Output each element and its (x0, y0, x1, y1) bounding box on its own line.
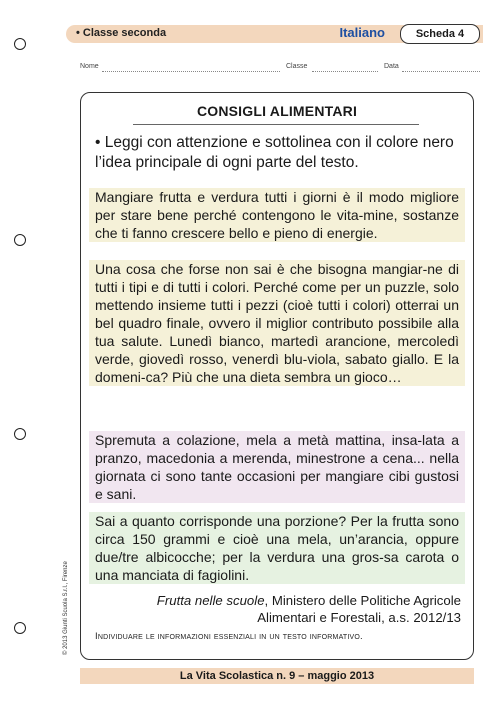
class-label: Classe (286, 63, 308, 70)
class-line[interactable] (312, 71, 378, 72)
worksheet-number: Scheda 4 (400, 24, 480, 44)
worksheet-title: CONSIGLI ALIMENTARI (196, 103, 358, 119)
title-underline (133, 124, 419, 125)
binder-hole-2 (14, 234, 26, 246)
binder-hole-3 (14, 428, 26, 440)
paragraph-2: Una cosa che forse non sai è che bisogna mangiar-ne di tutti i tipi e di tutti i colori. Perché come per un puzzle, solo mettendo insieme tutti i pezzi (cioè tutti i colori) otterrai un bel quadro finale, ovvero il miglior contributo possibile alla tua salute. Lunedì bianco, martedì arancione, mercoledì verde, giovedì rosso, venerdì blu-viola, sabato giallo. E la domeni-ca? Più che una dieta sembra un gioco… (89, 260, 465, 386)
paragraph-4: Sai a quanto corrisponde una porzione? Per la frutta sono circa 150 grammi e cioè una mela, un’arancia, oppure due/tre albicocche; per la verdura una gros-sa carota o una manciata di fagiolini. (89, 512, 465, 584)
name-label: Nome (80, 63, 99, 70)
subject-title: Italiano (339, 25, 385, 40)
class-level: • Classe seconda (76, 27, 167, 39)
binder-hole-4 (14, 622, 26, 634)
source-citation (121, 592, 461, 626)
paragraph-1: Mangiare frutta e verdura tutti i giorni è il modo migliore per stare bene perché contengono le vita-mine, sostanze che ti fanno crescere bello e pieno di energie. (89, 188, 465, 242)
source-line-2: Alimentari e Forestali, a.s. 2012/13 (257, 610, 461, 625)
date-label: Data (384, 63, 399, 70)
name-line[interactable] (102, 71, 280, 72)
copyright-notice: © 2013 Giunti Scuola S.r.l., Firenze (63, 561, 69, 655)
source-publisher: , Ministero delle Politiche Agricole (264, 593, 461, 608)
instruction-text: • Leggi con attenzione e sottolinea con il colore nero l’idea principale di ogni parte del testo. (95, 134, 454, 171)
date-line[interactable] (402, 71, 480, 72)
binder-hole-1 (14, 38, 26, 50)
learning-objective: Individuare le informazioni essenziali in un testo informativo. (95, 631, 363, 642)
footer-band: La Vita Scolastica n. 9 – maggio 2013 (80, 668, 474, 684)
worksheet-frame (80, 92, 474, 660)
student-fields (80, 63, 480, 75)
paragraph-3: Spremuta a colazione, mela a metà mattina, insa-lata a pranzo, macedonia a merenda, minestrone a cena... nella giornata ci sono tante occasioni per mangiare cibi gustosi e sani. (89, 431, 465, 503)
source-title: Frutta nelle scuole (156, 593, 265, 608)
